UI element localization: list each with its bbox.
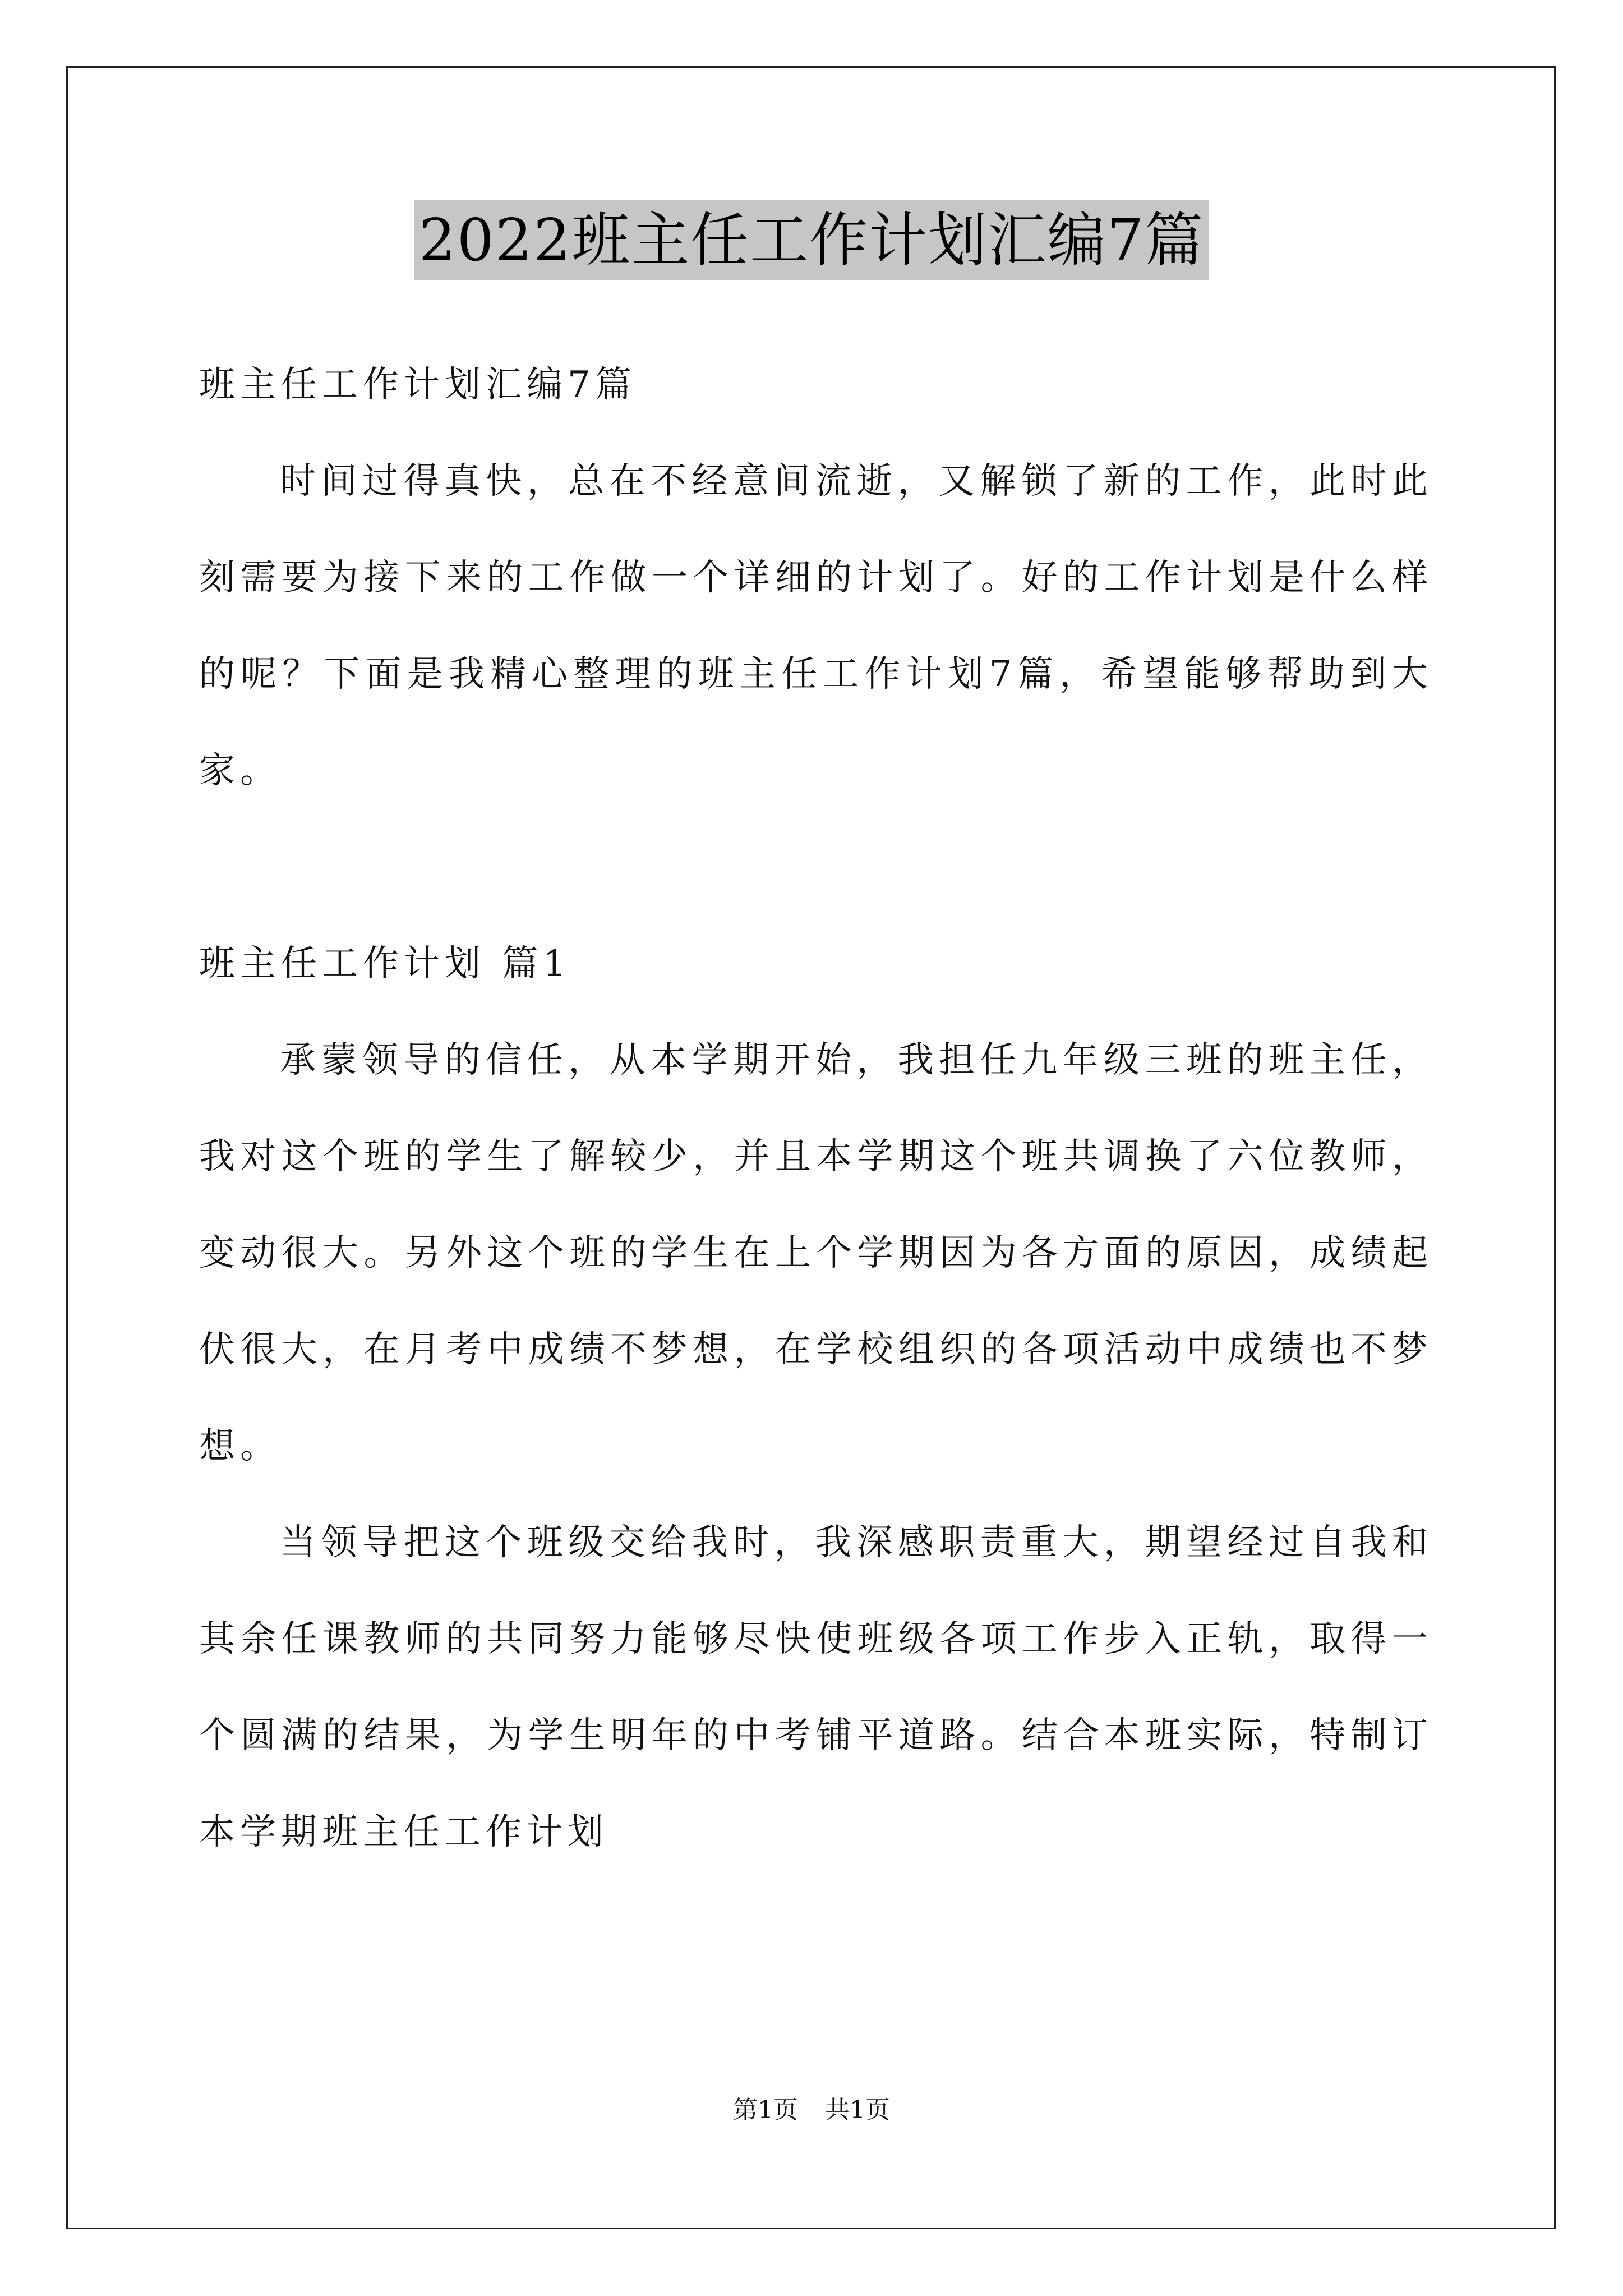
body-paragraph-1: 承蒙领导的信任，从本学期开始，我担任九年级三班的班主任，我对这个班的学生了解较少，并且本学期这个班共调换了六位教师，变动很大。另外这个班的学生在上个学期因为各方面的原因，成绩起伏很大，在月考中成绩不梦想，在学校组织的各项活动中成绩也不梦想。 (199, 1039, 1433, 1467)
title-container (0, 200, 1623, 280)
page-number: 第1页 (733, 2096, 798, 2124)
document-subtitle: 班主任工作计划汇编7篇 (199, 364, 637, 406)
document-body (199, 337, 1433, 1880)
section-heading: 班主任工作计划 篇1 (199, 943, 571, 984)
intro-paragraph: 时间过得真快，总在不经意间流逝，又解锁了新的工作，此时此刻需要为接下来的工作做一个详细的计划了。好的工作计划是什么样的呢？下面是我精心整理的班主任工作计划7篇，希望能够帮助到大家。 (199, 461, 1433, 792)
page-total: 共1页 (825, 2096, 890, 2124)
document-title: 2022班主任工作计划汇编7篇 (414, 200, 1209, 280)
body-paragraph-2: 当领导把这个班级交给我时，我深感职责重大，期望经过自我和其余任课教师的共同努力能够尽快使班级各项工作步入正轨，取得一个圆满的结果，为学生明年的中考铺平道路。结合本班实际，特制订本学期班主任工作计划 (199, 1522, 1433, 1853)
page-footer (0, 2093, 1623, 2127)
